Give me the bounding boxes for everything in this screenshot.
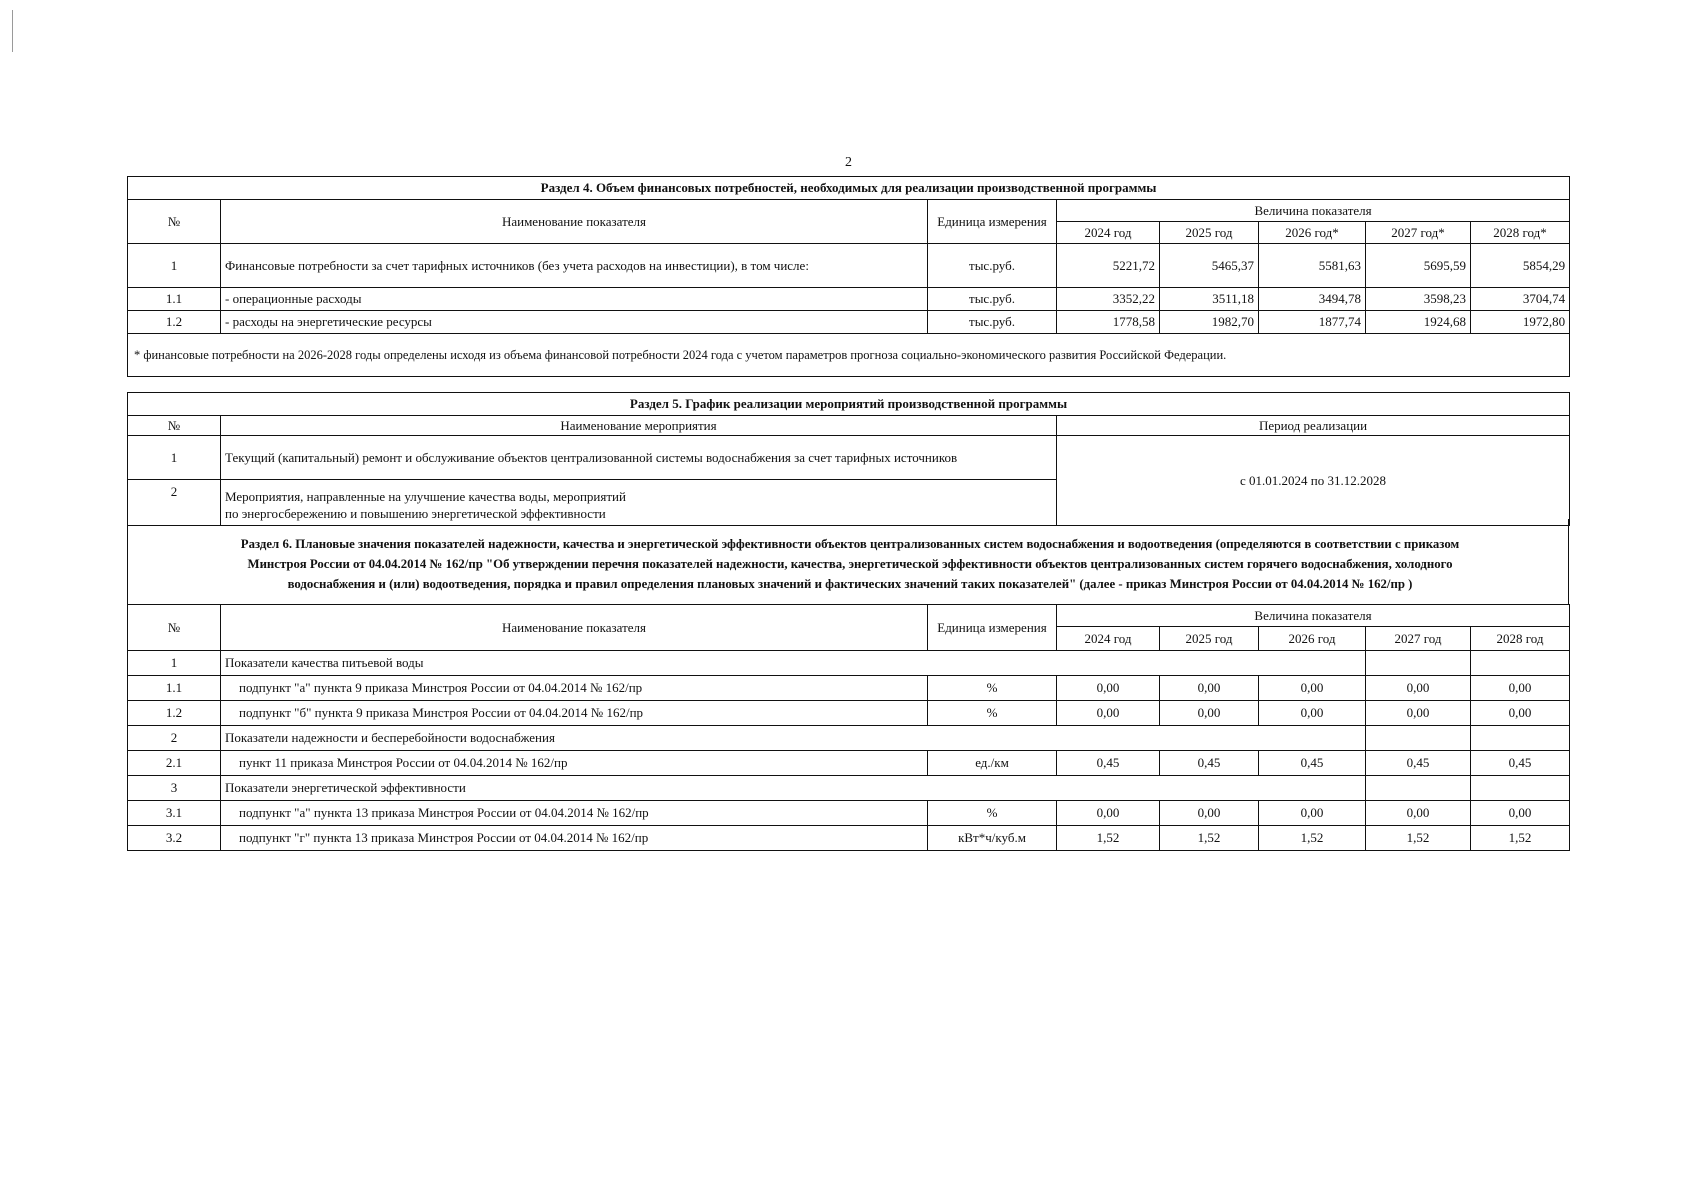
header-year: 2027 год: [1366, 627, 1471, 651]
row-value: 0,45: [1160, 751, 1259, 776]
section6-table: [127, 604, 1570, 851]
row-value: 0,45: [1366, 751, 1471, 776]
row-name: подпункт "г" пункта 13 приказа Минстроя России от 04.04.2014 № 162/пр: [221, 826, 928, 851]
row-value: 3352,22: [1057, 288, 1160, 311]
group-row: [128, 776, 1570, 801]
table-row: [128, 801, 1570, 826]
row-value: 0,00: [1471, 701, 1570, 726]
row-value: 0,00: [1471, 801, 1570, 826]
row-unit: ед./км: [928, 751, 1057, 776]
row-unit: кВт*ч/куб.м: [928, 826, 1057, 851]
row-num: 1: [128, 244, 221, 288]
header-num: №: [128, 416, 221, 436]
row-num: 1: [128, 436, 221, 480]
empty-cell: [1366, 776, 1471, 801]
header-year: 2025 год: [1160, 627, 1259, 651]
row-num: 2.1: [128, 751, 221, 776]
header-name: Наименование показателя: [221, 200, 928, 244]
row-value: 0,00: [1160, 701, 1259, 726]
implementation-period: с 01.01.2024 по 31.12.2028: [1057, 436, 1570, 526]
header-unit: Единица измерения: [928, 605, 1057, 651]
row-value: 1,52: [1471, 826, 1570, 851]
row-num: 1.2: [128, 311, 221, 334]
row-value: 3704,74: [1471, 288, 1570, 311]
header-value-group: Величина показателя: [1057, 605, 1570, 627]
header-year: 2024 год: [1057, 627, 1160, 651]
group-name: Показатели качества питьевой воды: [221, 651, 1366, 676]
row-num: 3.1: [128, 801, 221, 826]
empty-cell: [1366, 726, 1471, 751]
header-year: 2024 год: [1057, 222, 1160, 244]
row-value: 1972,80: [1471, 311, 1570, 334]
row-value: 3598,23: [1366, 288, 1471, 311]
header-year: 2027 год*: [1366, 222, 1471, 244]
row-value: 0,00: [1366, 676, 1471, 701]
row-unit: %: [928, 701, 1057, 726]
row-name-line: по энергосбережению и повышению энергетической эффективности: [225, 506, 606, 521]
group-row: [128, 726, 1570, 751]
header-year: 2028 год: [1471, 627, 1570, 651]
row-unit: тыс.руб.: [928, 288, 1057, 311]
row-value: 0,00: [1057, 676, 1160, 701]
header-name: Наименование показателя: [221, 605, 928, 651]
row-value: 0,00: [1057, 801, 1160, 826]
row-name: подпункт "а" пункта 13 приказа Минстроя России от 04.04.2014 № 162/пр: [221, 801, 928, 826]
header-year: 2026 год*: [1259, 222, 1366, 244]
row-name: - расходы на энергетические ресурсы: [221, 311, 928, 334]
empty-cell: [1366, 651, 1471, 676]
row-value: 0,00: [1471, 676, 1570, 701]
table-row: [128, 701, 1570, 726]
section5-table: [127, 392, 1570, 526]
header-year: 2028 год*: [1471, 222, 1570, 244]
row-value: 0,45: [1057, 751, 1160, 776]
row-value: 1,52: [1366, 826, 1471, 851]
row-num: 3.2: [128, 826, 221, 851]
row-value: 0,00: [1160, 801, 1259, 826]
table-row: [128, 436, 1570, 480]
row-name: пункт 11 приказа Минстроя России от 04.04.2014 № 162/пр: [221, 751, 928, 776]
table-row: [128, 826, 1570, 851]
row-name: подпункт "б" пункта 9 приказа Минстроя России от 04.04.2014 № 162/пр: [221, 701, 928, 726]
row-unit: %: [928, 676, 1057, 701]
header-unit: Единица измерения: [928, 200, 1057, 244]
header-period: Период реализации: [1057, 416, 1570, 436]
row-value: 1924,68: [1366, 311, 1471, 334]
header-year: 2025 год: [1160, 222, 1259, 244]
row-value: 0,45: [1471, 751, 1570, 776]
row-num: 2: [128, 480, 221, 526]
header-year: 2026 год: [1259, 627, 1366, 651]
row-value: 1982,70: [1160, 311, 1259, 334]
row-value: 5854,29: [1471, 244, 1570, 288]
row-value: 0,00: [1057, 701, 1160, 726]
section4-table: [127, 176, 1570, 377]
row-value: 5581,63: [1259, 244, 1366, 288]
row-value: 0,00: [1259, 676, 1366, 701]
table-row: [128, 244, 1570, 288]
page-number: 2: [845, 155, 852, 170]
section4-title: Раздел 4. Объем финансовых потребностей, необходимых для реализации производственной программы: [128, 177, 1570, 200]
row-value: 0,45: [1259, 751, 1366, 776]
row-value: 5221,72: [1057, 244, 1160, 288]
row-value: 1877,74: [1259, 311, 1366, 334]
header-num: №: [128, 200, 221, 244]
row-value: 1,52: [1160, 826, 1259, 851]
section6-title: [140, 534, 1560, 594]
group-num: 2: [128, 726, 221, 751]
row-value: 1778,58: [1057, 311, 1160, 334]
header-num: №: [128, 605, 221, 651]
table-row: [128, 288, 1570, 311]
row-value: 0,00: [1259, 801, 1366, 826]
section6-title-line: Минстроя России от 04.04.2014 № 162/пр "Об утверждении перечня показателей надежности, качества, энергетической эффективности объектов централизованных систем горячего водоснабжения, холодного: [247, 557, 1453, 571]
empty-cell: [1471, 776, 1570, 801]
row-value: 0,00: [1160, 676, 1259, 701]
section4-footnote: * финансовые потребности на 2026-2028 годы определены исходя из объема финансовой потребности 2024 года с учетом параметров прогноза социально-экономического развития Российской Федерации.: [128, 334, 1570, 377]
header-event-name: Наименование мероприятия: [221, 416, 1057, 436]
row-value: 0,00: [1366, 801, 1471, 826]
scan-edge-mark: [12, 10, 13, 52]
row-name: Текущий (капитальный) ремонт и обслуживание объектов централизованной системы водоснабжения за счет тарифных источников: [221, 436, 1057, 480]
row-value: 5695,59: [1366, 244, 1471, 288]
section6-title-line: водоснабжения и (или) водоотведения, порядка и правил определения плановых значений и фактических значений таких показателей" (далее - приказ Минстроя России от 04.04.2014 № 162/пр ): [287, 577, 1413, 591]
table-row: [128, 311, 1570, 334]
section5-title: Раздел 5. График реализации мероприятий производственной программы: [128, 393, 1570, 416]
section6-title-line: Раздел 6. Плановые значения показателей надежности, качества и энергетической эффективности объектов централизованных систем водоснабжения и водоотведения (определяются в соответствии с приказом: [240, 537, 1460, 551]
row-name: подпункт "а" пункта 9 приказа Минстроя России от 04.04.2014 № 162/пр: [221, 676, 928, 701]
row-num: 1.2: [128, 701, 221, 726]
group-name: Показатели надежности и бесперебойности водоснабжения: [221, 726, 1366, 751]
empty-cell: [1471, 651, 1570, 676]
row-value: 5465,37: [1160, 244, 1259, 288]
group-num: 3: [128, 776, 221, 801]
group-row: [128, 651, 1570, 676]
row-name: - операционные расходы: [221, 288, 928, 311]
row-value: 3494,78: [1259, 288, 1366, 311]
group-num: 1: [128, 651, 221, 676]
row-name-line: Мероприятия, направленные на улучшение качества воды, мероприятий: [225, 489, 626, 504]
table-row: [128, 676, 1570, 701]
row-num: 1.1: [128, 676, 221, 701]
row-name: Финансовые потребности за счет тарифных источников (без учета расходов на инвестиции), в том числе:: [221, 244, 928, 288]
group-name: Показатели энергетической эффективности: [221, 776, 1366, 801]
row-value: 1,52: [1057, 826, 1160, 851]
row-value: 3511,18: [1160, 288, 1259, 311]
empty-cell: [1471, 726, 1570, 751]
row-unit: тыс.руб.: [928, 244, 1057, 288]
table-row: [128, 751, 1570, 776]
row-value: 0,00: [1259, 701, 1366, 726]
row-num: 1.1: [128, 288, 221, 311]
row-value: 1,52: [1259, 826, 1366, 851]
row-unit: тыс.руб.: [928, 311, 1057, 334]
row-value: 0,00: [1366, 701, 1471, 726]
header-value-group: Величина показателя: [1057, 200, 1570, 222]
row-unit: %: [928, 801, 1057, 826]
